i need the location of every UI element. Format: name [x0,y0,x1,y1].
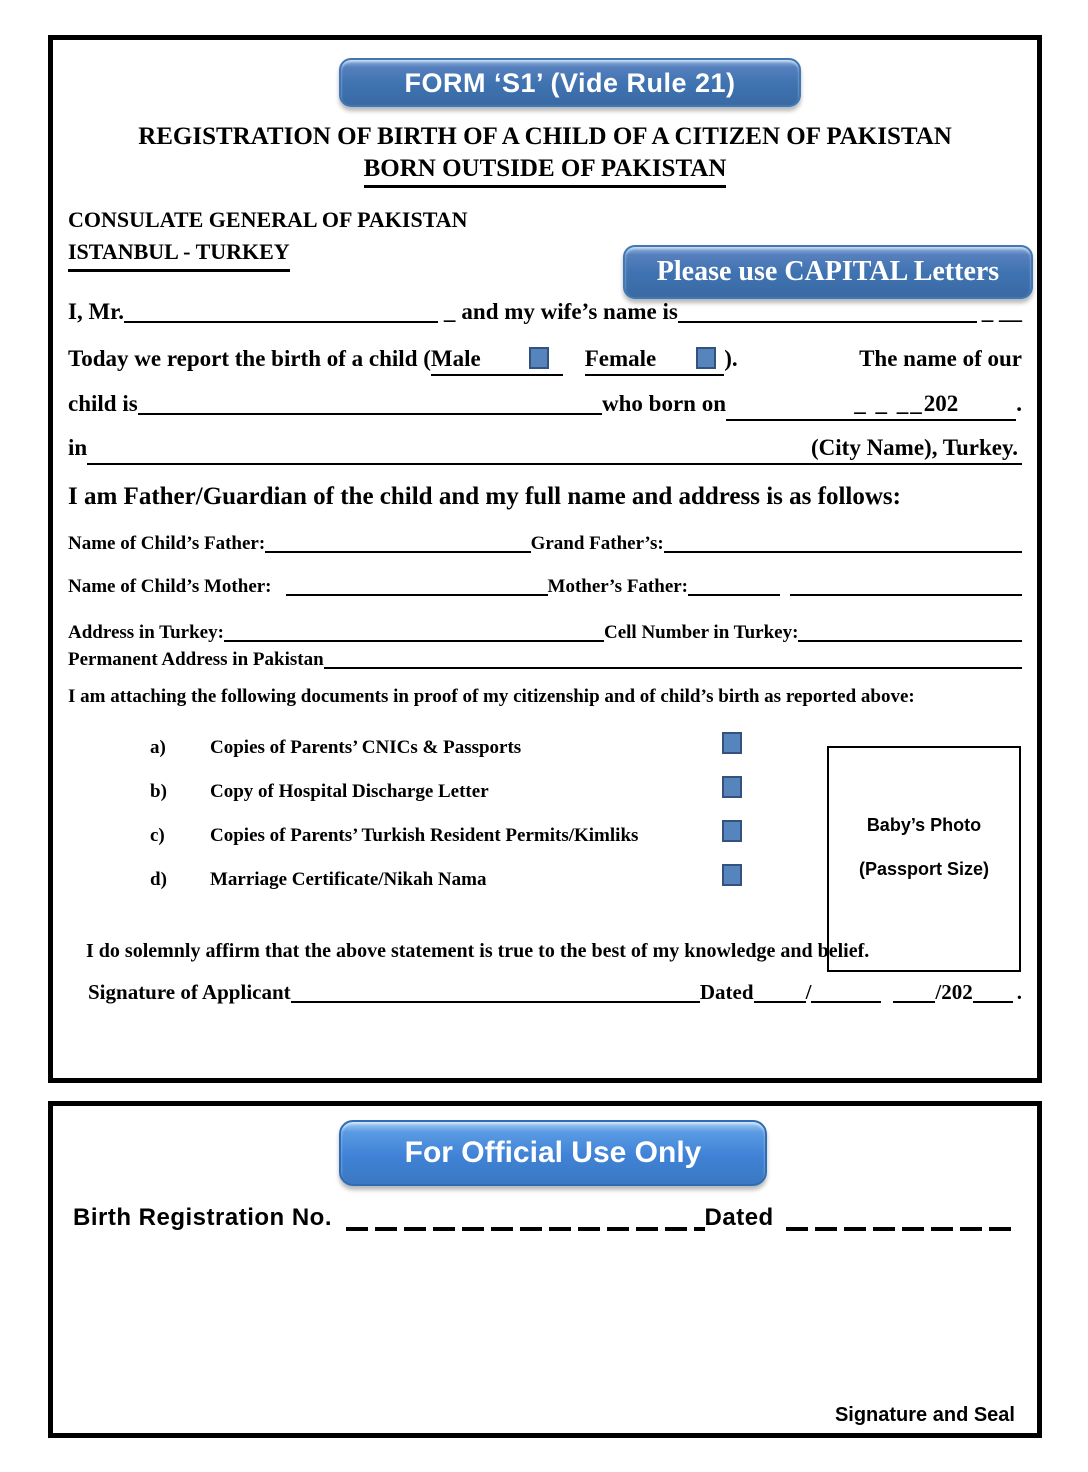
document-letter-c: c) [150,825,165,846]
official-use-box [48,1101,1042,1438]
form-title-line2: BORN OUTSIDE OF PAKISTAN [364,154,727,188]
form-title-line2-wrap [68,154,1022,188]
document-checkbox-a[interactable] [722,732,742,754]
dated-gap-blank[interactable] [893,1001,935,1003]
husband-name-blank[interactable] [124,321,438,323]
name-intro: The name of our [859,346,1022,371]
main-form-box [48,35,1042,1083]
document-label-c: Copies of Parents’ Turkish Resident Permits/Kimliks [210,825,639,846]
document-label-a: Copies of Parents’ CNICs & Passports [210,737,522,758]
father-name-blank[interactable] [265,551,530,553]
mother-row [68,574,1022,600]
registration-number-label: Birth Registration No. [73,1204,333,1231]
signature-blank[interactable] [291,1001,700,1003]
cell-turkey-blank[interactable] [798,640,1022,642]
birth-city-region[interactable] [87,433,1022,465]
father-row [68,531,1022,557]
document-checkbox-b[interactable] [722,776,742,798]
female-option [585,344,725,376]
signature-row [68,977,1022,1007]
dated-year-blank[interactable] [973,1001,1013,1003]
form-tag-banner [339,58,801,107]
mother-name-blank[interactable] [316,594,548,596]
attach-heading: I am attaching the following documents in proof of my citizenship and of child’s birth as reported above: [68,686,915,707]
address-pakistan-blank[interactable] [324,667,1022,669]
official-dated-label: Dated [704,1204,774,1231]
grandfather-label: Grand Father’s: [530,533,664,554]
document-checkbox-d[interactable] [722,864,742,886]
guardian-heading: I am Father/Guardian of the child and my full name and address is as follows: [68,483,901,510]
signature-period: . [1016,980,1022,1004]
document-letter-d: d) [150,869,167,890]
dated-month-blank[interactable] [811,1001,881,1003]
city-hint: (City Name), Turkey. [811,435,1018,460]
dated-day-blank[interactable] [754,1001,806,1003]
form-tag-label: FORM ‘S1’ (Vide Rule 21) [404,68,736,98]
registration-number-blank[interactable] [346,1227,705,1231]
gender-line [68,344,1022,376]
female-checkbox[interactable] [696,347,716,369]
address-pakistan-label: Permanent Address in Pakistan [68,649,324,670]
born-on-label: who born on [602,391,727,416]
baby-photo-box [827,746,1021,972]
grandfather-name-blank[interactable] [664,551,1022,553]
capital-letters-label: Please use CAPITAL Letters [656,256,1000,287]
birth-year-prefix: 202 [923,391,959,416]
birth-line-period: . [1016,391,1022,416]
document-letter-b: b) [150,781,167,802]
dated-label: Dated [699,980,754,1004]
year-prefix: /202 [935,980,973,1004]
consulate-city: ISTANBUL - TURKEY [68,237,290,272]
capital-letters-banner [623,245,1033,299]
official-dated-blank[interactable] [786,1227,1017,1231]
address-turkey-blank[interactable] [224,640,604,642]
male-checkbox[interactable] [529,347,549,369]
affirmation-text: I do solemnly affirm that the above statement is true to the best of my knowledge and belief. [86,940,870,962]
address-turkey-row [68,620,1022,646]
husband-suffix-underscore: _ [443,299,456,324]
address-pakistan-row [68,647,1022,673]
registration-row [73,1204,1017,1232]
signature-label: Signature of Applicant [88,980,291,1004]
husband-wife-line [68,297,1022,327]
husband-prefix: I, Mr. [68,299,125,324]
wife-prefix: and my wife’s name is [461,299,678,324]
male-option [431,344,563,376]
report-prefix: Today we report the birth of a child ( [68,346,431,371]
child-name-blank[interactable] [138,413,602,415]
document-checkbox-c[interactable] [722,820,742,842]
in-label: in [68,435,88,460]
consulate-name: CONSULATE GENERAL OF PAKISTAN [68,207,468,232]
date-slash: / [805,980,812,1004]
birth-date-underscores: _ _ __ [854,391,924,416]
document-label-b: Copy of Hospital Discharge Letter [210,781,489,802]
mothers-father-blank-short[interactable] [688,594,780,596]
mother-name-blank-short[interactable] [286,594,316,596]
form-title-line1: REGISTRATION OF BIRTH OF A CHILD OF A CITIZEN OF PAKISTAN [138,123,952,150]
address-turkey-label: Address in Turkey: [68,622,224,643]
male-label: Male [430,346,481,371]
wife-name-blank[interactable] [678,321,977,323]
mothers-father-blank[interactable] [790,594,1022,596]
report-close: ). [724,346,738,371]
cell-turkey-label: Cell Number in Turkey: [604,622,799,643]
birth-date-region[interactable] [726,389,1016,421]
mother-label: Name of Child’s Mother: [68,576,272,597]
wife-suffix-underscores: _ __ [981,299,1022,324]
child-name-birth-line [68,389,1022,421]
document-label-d: Marriage Certificate/Nikah Nama [210,869,487,890]
female-label: Female [584,346,657,371]
document-letter-a: a) [150,737,166,758]
baby-photo-label: Baby’s Photo [866,815,982,835]
signature-seal-label: Signature and Seal [834,1404,1015,1426]
birth-city-line [68,433,1022,465]
mothers-father-label: Mother’s Father: [547,576,689,597]
father-label: Name of Child’s Father: [68,533,266,554]
official-use-banner [339,1120,767,1186]
child-is-label: child is [68,391,138,416]
official-use-label: For Official Use Only [404,1136,702,1169]
passport-size-label: (Passport Size) [858,859,990,879]
